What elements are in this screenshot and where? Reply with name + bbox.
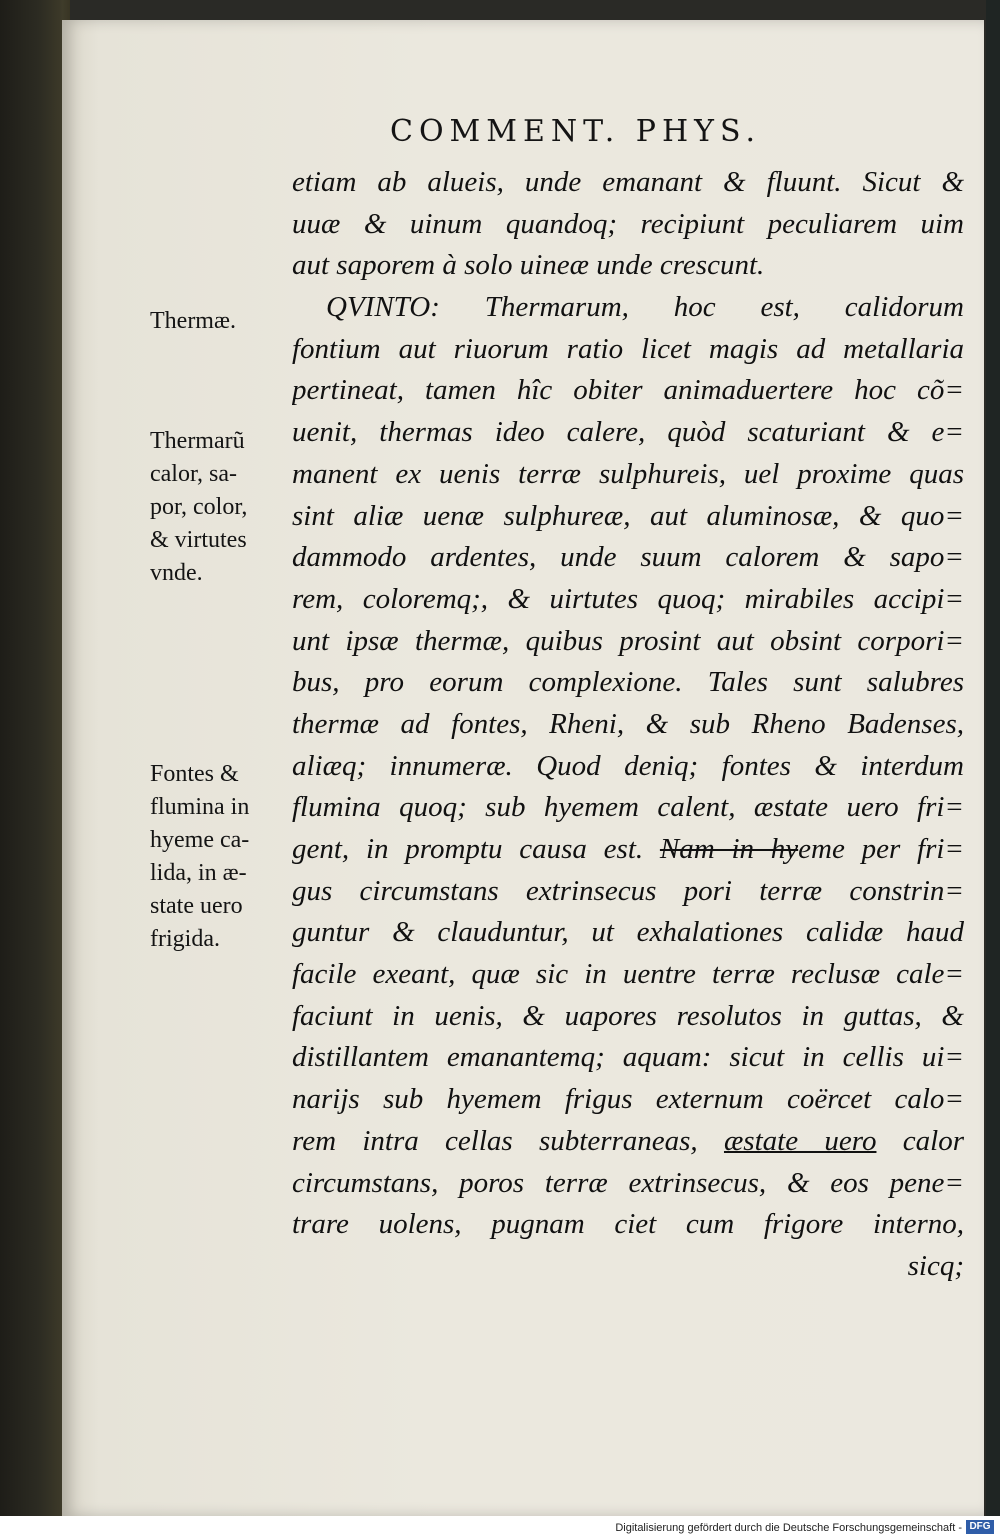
marginal-line: por, color, [150,494,248,520]
marginal-note-fontes-flumina [150,758,290,956]
text-line: fontium aut riuorum ratio licet magis ad metallaria [292,332,964,365]
text-line: narijs sub hyemem frigus externum coërcet calo= [292,1083,964,1116]
marginal-line: lida, in æ- [150,860,247,886]
text-line: dammodo ardentes, unde suum calorem & sapo= [292,541,964,574]
text-line: aliæq; innumeræ. Quod deniq; fontes & interdum [292,749,964,782]
marginal-line: & virtutes [150,527,247,553]
dfg-logo: DFG [966,1520,994,1534]
text-line: gent, in promptu causa est. Nam in hyeme per fri= [292,833,964,865]
text-line: trare uolens, pugnam ciet cum frigore interno, [292,1208,964,1241]
marginal-line: flumina in [150,794,250,820]
body-text [292,162,964,1288]
footer-bar [0,1516,1000,1537]
text-line: aut saporem à solo uineæ unde crescunt. [292,249,765,282]
text-line: uenit, thermas ideo calere, quòd scaturiant & e= [292,416,964,449]
struck-through-text: Nam in hy [659,833,799,865]
marginal-line: Thermarũ [150,428,245,454]
marginal-line: frigida. [150,926,220,952]
running-head: COMMENT. PHYS. [390,114,761,149]
text-line: bus, pro eorum complexione. Tales sunt salubres [292,666,964,699]
text-line: facile exeant, quæ sic in uentre terræ reclusæ cale= [292,958,964,991]
marginal-line: Thermæ. [150,308,236,334]
marginal-note-thermae [150,305,290,338]
page-right-edge [986,0,1000,1537]
text-line: rem intra cellas subterraneas, æstate uero calor [292,1124,964,1157]
text-line: circumstans, poros terræ extrinsecus, & eos pene= [292,1166,964,1199]
marginal-line: Fontes & [150,761,239,787]
text-line: QVINTO: Thermarum, hoc est, calidorum [326,291,964,324]
text-line: distillantem emanantemq; aquam: sicut in cellis ui= [292,1041,964,1074]
marginal-line: vnde. [150,560,203,586]
marginal-line: hyeme ca- [150,827,250,853]
book-binding-edge [0,0,70,1537]
text-line: sicq; [907,1249,964,1282]
text-line: unt ipsæ thermæ, quibus prosint aut obsint corpori= [292,624,964,657]
text-line: thermæ ad fontes, Rheni, & sub Rheno Badenses, [292,707,964,740]
footer-credit: Digitalisierung gefördert durch die Deutsche Forschungsgemeinschaft - [615,1522,962,1534]
underlined-text: æstate uero [723,1124,877,1157]
marginal-line: state uero [150,893,243,919]
marginal-line: calor, sa- [150,461,237,487]
text-line: etiam ab alueis, unde emanant & fluunt. Sicut & [292,166,964,198]
text-line: guntur & clauduntur, ut exhalationes calidæ haud [292,916,964,949]
text-line: rem, coloremq;, & uirtutes quoq; mirabiles accipi= [292,582,964,615]
text-line: uuæ & uinum quandoq; recipiunt peculiarem uim [292,207,964,240]
text-line: pertineat, tamen hîc obiter animaduertere hoc cõ= [292,374,964,407]
text-line: manent ex uenis terræ sulphureis, uel proxime quas [292,457,964,490]
text-line: flumina quoq; sub hyemem calent, æstate uero fri= [292,791,964,824]
text-line: gus circumstans extrinsecus pori terræ constrin= [292,874,964,907]
marginal-note-thermarum-calor [150,425,290,590]
text-line: faciunt in uenis, & uapores resolutos in guttas, & [292,999,964,1032]
text-line: sint aliæ uenæ sulphureæ, aut aluminosæ, & quo= [292,499,964,532]
